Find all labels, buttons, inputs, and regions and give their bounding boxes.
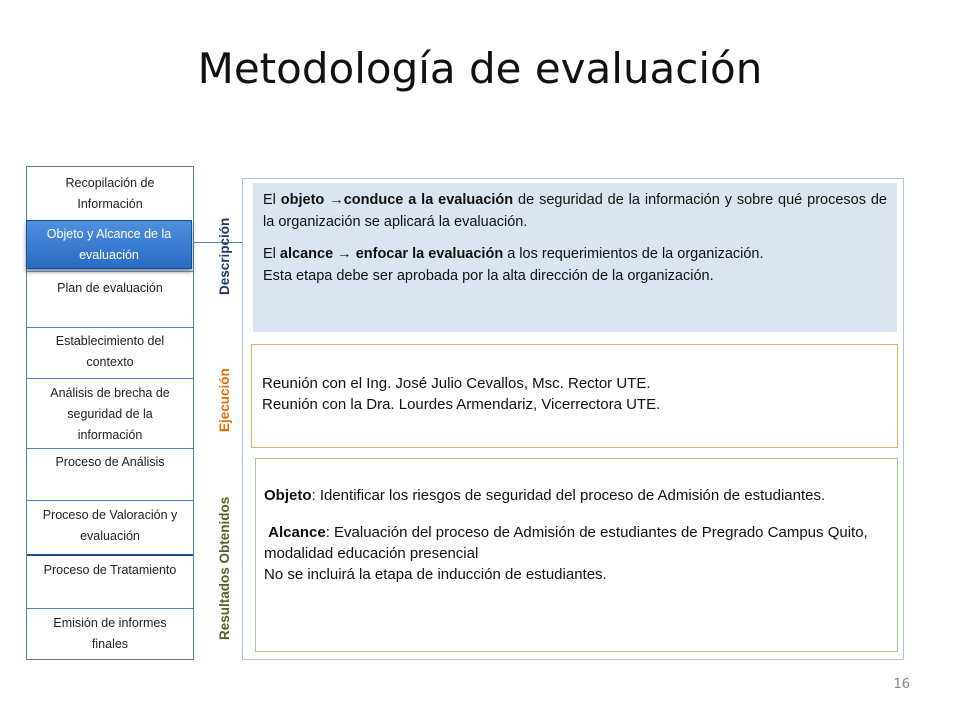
step-analisis-brecha[interactable]: Análisis de brecha de seguridad de la información bbox=[27, 378, 193, 448]
slide-title: Metodología de evaluación bbox=[197, 44, 763, 93]
step-informes-finales[interactable]: Emisión de informes finales bbox=[27, 608, 193, 660]
descripcion-alcance-paragraph: El alcance → enfocar la evaluación a los requerimientos de la organización. bbox=[263, 246, 764, 262]
descripcion-box bbox=[253, 183, 897, 332]
ejecucion-box bbox=[251, 344, 898, 448]
label-ejecucion: Ejecución bbox=[217, 368, 232, 432]
descripcion-objeto-paragraph: El objeto →conduce a la evaluación de seguridad de la información y sobre qué procesos de la organización se aplicará la evaluación. bbox=[263, 192, 887, 230]
step-valoracion[interactable]: Proceso de Valoración y evaluación bbox=[27, 500, 193, 553]
arrow-icon: → bbox=[329, 192, 344, 208]
step-tratamiento[interactable]: Proceso de Tratamiento bbox=[27, 554, 193, 607]
label-descripcion: Descripción bbox=[217, 217, 232, 295]
process-steps-list bbox=[26, 166, 194, 660]
resultados-exclusion: No se incluirá la etapa de inducción de estudiantes. bbox=[264, 566, 607, 583]
ejecucion-line-1: Reunión con el Ing. José Julio Cevallos, Msc. Rector UTE. bbox=[262, 375, 651, 392]
arrow-icon: → bbox=[337, 246, 352, 262]
descripcion-aprobacion-text: Esta etapa debe ser aprobada por la alta dirección de la organización. bbox=[263, 268, 714, 284]
step-recopilacion[interactable]: Recopilación de Información bbox=[65, 176, 155, 211]
step-contexto[interactable]: Establecimiento del contexto bbox=[27, 327, 193, 377]
page-number: 16 bbox=[893, 677, 910, 692]
resultados-alcance: Alcance: Evaluación del proceso de Admisión de estudiantes de Pregrado Campus Quito, modalidad educación presencial bbox=[264, 524, 868, 562]
label-resultados: Resultados Obtenidos bbox=[217, 496, 232, 640]
resultados-box bbox=[255, 458, 898, 652]
step-plan-evaluacion[interactable]: Plan de evaluación bbox=[27, 271, 193, 325]
ejecucion-line-2: Reunión con la Dra. Lourdes Armendariz, Vicerrectora UTE. bbox=[262, 396, 661, 413]
step-proceso-analisis[interactable]: Proceso de Análisis bbox=[27, 448, 193, 500]
step-objeto-alcance[interactable]: Objeto y Alcance de la evaluación bbox=[26, 220, 192, 269]
resultados-objeto: Objeto: Identificar los riesgos de seguridad del proceso de Admisión de estudiantes. bbox=[264, 487, 826, 504]
